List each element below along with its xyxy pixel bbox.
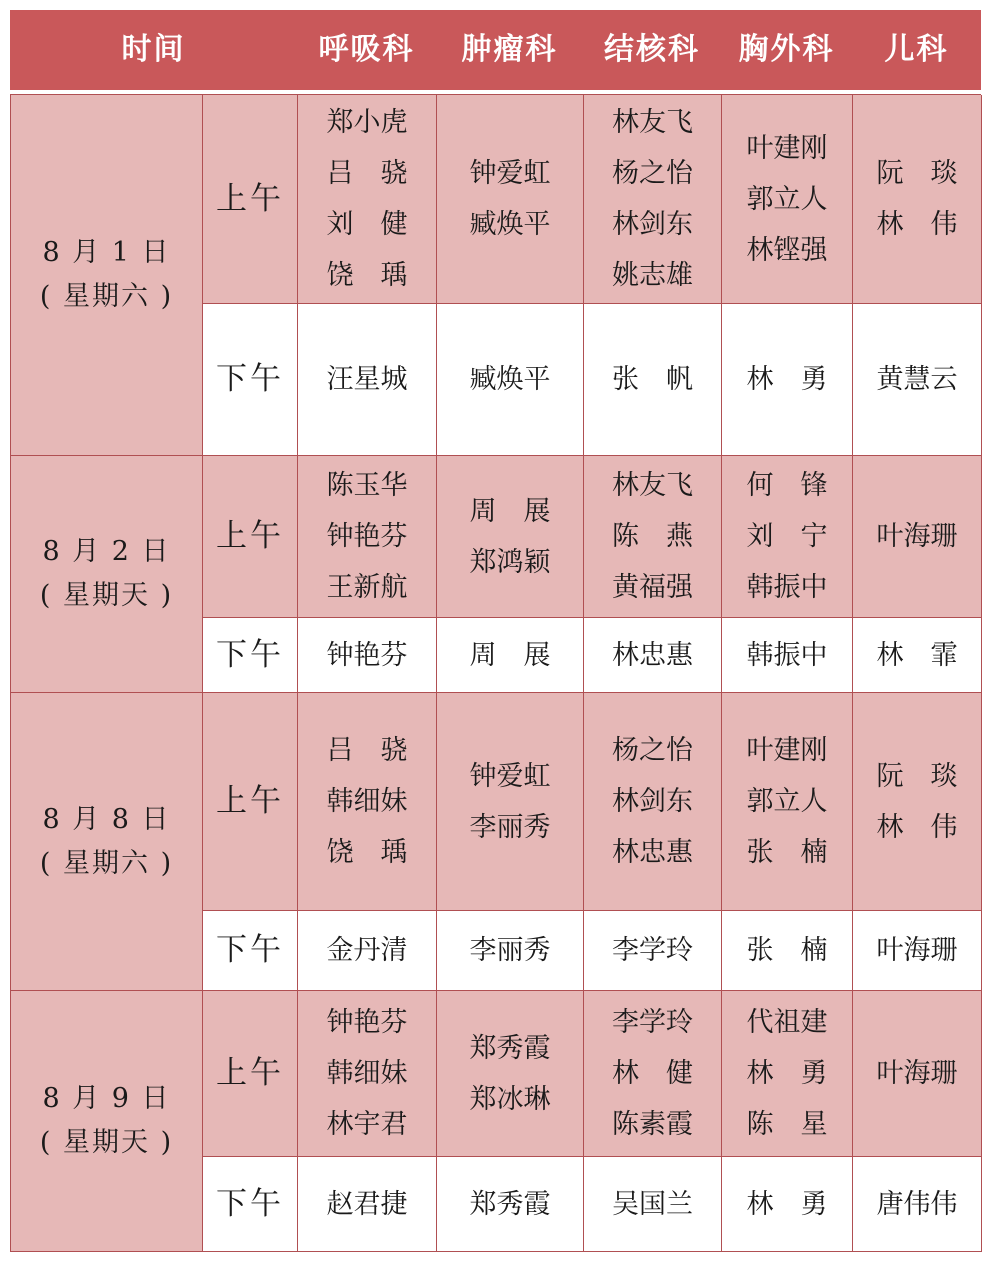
doctor-name: 叶海珊 (876, 521, 958, 552)
doctor-name: 郑秀霞 (469, 1188, 551, 1220)
doctor-name: 林 健 (612, 1058, 693, 1089)
cell-oncology-pm (437, 1157, 584, 1252)
doctor-name: 韩细妹 (326, 786, 408, 817)
doctor-name: 林 伟 (876, 811, 958, 843)
header-thoracic-surgery: 胸外科 (738, 32, 835, 67)
cell-respiratory-am (298, 456, 437, 618)
cell-tuberculosis-am (584, 991, 722, 1157)
doctor-name: 阮 琰 (876, 158, 958, 189)
doctor-name: 林忠惠 (612, 639, 693, 671)
doctor-name: 刘 健 (326, 209, 408, 240)
doctor-name: 阮 琰 (876, 760, 958, 792)
date-label: 8 月 9 日 (42, 1083, 171, 1114)
doctor-name: 张 楠 (746, 837, 828, 868)
doctor-name: 钟艳芬 (326, 521, 408, 552)
doctor-name: 钟爱虹 (469, 760, 551, 792)
cell-tuberculosis-am (584, 693, 722, 911)
cell-respiratory-pm (298, 618, 437, 693)
cell-oncology-pm (437, 911, 584, 991)
period-afternoon: 下午 (203, 304, 298, 456)
cell-respiratory-pm (298, 1157, 437, 1252)
doctor-name: 郑秀霞 (469, 1032, 551, 1064)
cell-respiratory-am (298, 95, 437, 304)
doctor-name: 林宇君 (326, 1109, 408, 1140)
doctor-name: 姚志雄 (612, 260, 693, 291)
cell-tuberculosis-am (584, 95, 722, 304)
doctor-name: 吴国兰 (612, 1188, 693, 1220)
doctor-name: 叶建刚 (746, 132, 828, 164)
doctor-name: 吕 骁 (326, 158, 408, 189)
doctor-name: 林 勇 (746, 1188, 828, 1220)
period-morning: 上午 (203, 456, 298, 618)
doctor-name: 金丹清 (326, 935, 408, 966)
doctor-name: 代祖建 (746, 1007, 828, 1038)
doctor-name: 林剑东 (612, 209, 693, 240)
doctor-name: 郭立人 (746, 786, 828, 817)
doctor-name: 王新航 (326, 572, 408, 603)
cell-thoracic-surgery-am (722, 991, 853, 1157)
doctor-name: 刘 宁 (746, 521, 828, 552)
doctor-name: 李学玲 (612, 1007, 693, 1038)
cell-pediatrics-pm (853, 911, 982, 991)
schedule-grid (10, 94, 981, 1252)
doctor-name: 郑鸿颖 (469, 546, 551, 578)
doctor-name: 叶海珊 (876, 935, 958, 966)
doctor-name: 叶海珊 (876, 1058, 958, 1089)
cell-oncology-am (437, 456, 584, 618)
cell-oncology-am (437, 991, 584, 1157)
cell-oncology-pm (437, 618, 584, 693)
cell-tuberculosis-pm (584, 304, 722, 456)
date-cell (11, 456, 203, 693)
doctor-name: 吕 骁 (326, 735, 408, 766)
doctor-name: 林铿强 (746, 234, 828, 266)
cell-pediatrics-pm (853, 304, 982, 456)
doctor-name: 唐伟伟 (876, 1188, 958, 1220)
date-label: 8 月 1 日 (42, 237, 171, 268)
doctor-name: 郑小虎 (326, 107, 408, 138)
cell-thoracic-surgery-am (722, 95, 853, 304)
doctor-name: 韩振中 (746, 572, 828, 603)
doctor-name: 饶 瑀 (326, 837, 408, 868)
cell-respiratory-am (298, 693, 437, 911)
doctor-name: 林友飞 (612, 470, 693, 501)
header-tuberculosis: 结核科 (604, 32, 700, 67)
doctor-name: 林忠惠 (612, 837, 693, 868)
cell-tuberculosis-am (584, 456, 722, 618)
doctor-name: 何 锋 (746, 470, 828, 501)
doctor-name: 张 帆 (612, 364, 693, 395)
cell-pediatrics-am (853, 95, 982, 304)
doctor-name: 韩振中 (746, 639, 828, 671)
doctor-name: 周 展 (469, 639, 551, 671)
doctor-name: 陈素霞 (612, 1109, 693, 1140)
table-header (10, 10, 981, 90)
doctor-name: 陈 燕 (612, 521, 693, 552)
cell-thoracic-surgery-am (722, 693, 853, 911)
period-morning: 上午 (203, 991, 298, 1157)
cell-respiratory-pm (298, 911, 437, 991)
header-oncology: 肿瘤科 (461, 32, 558, 67)
cell-thoracic-surgery-pm (722, 911, 853, 991)
cell-pediatrics-pm (853, 1157, 982, 1252)
weekday-label: ( 星期天 ) (39, 1127, 174, 1158)
cell-pediatrics-am (853, 991, 982, 1157)
doctor-name: 钟爱虹 (469, 158, 551, 189)
doctor-name: 林 勇 (746, 1058, 828, 1089)
doctor-name: 郭立人 (746, 183, 828, 215)
header-respiratory: 呼吸科 (318, 32, 415, 67)
doctor-name: 杨之怡 (612, 158, 693, 189)
cell-tuberculosis-pm (584, 618, 722, 693)
date-cell (11, 693, 203, 991)
weekday-label: ( 星期六 ) (39, 847, 174, 879)
doctor-name: 林 勇 (746, 364, 828, 395)
doctor-name: 张 楠 (746, 935, 828, 966)
header-pediatrics: 儿科 (884, 32, 949, 67)
doctor-name: 陈 星 (746, 1109, 828, 1140)
cell-oncology-am (437, 95, 584, 304)
cell-respiratory-am (298, 991, 437, 1157)
duty-schedule-table (10, 10, 981, 1252)
doctor-name: 林友飞 (612, 107, 693, 138)
doctor-name: 林 霏 (876, 639, 958, 671)
date-label: 8 月 8 日 (42, 803, 171, 835)
doctor-name: 臧焕平 (469, 364, 551, 395)
header-time: 时间 (121, 32, 186, 67)
period-morning: 上午 (203, 95, 298, 304)
cell-pediatrics-am (853, 693, 982, 911)
date-cell (11, 95, 203, 456)
doctor-name: 黄慧云 (876, 364, 958, 395)
period-afternoon: 下午 (203, 1157, 298, 1252)
cell-pediatrics-pm (853, 618, 982, 693)
doctor-name: 钟艳芬 (326, 639, 408, 671)
doctor-name: 杨之怡 (612, 735, 693, 766)
doctor-name: 钟艳芬 (326, 1007, 408, 1038)
cell-thoracic-surgery-am (722, 456, 853, 618)
doctor-name: 郑冰琳 (469, 1083, 551, 1115)
doctor-name: 陈玉华 (326, 470, 408, 501)
weekday-label: ( 星期六 ) (39, 281, 174, 312)
doctor-name: 叶建刚 (746, 735, 828, 766)
cell-tuberculosis-pm (584, 911, 722, 991)
doctor-name: 黄福强 (612, 572, 693, 603)
cell-oncology-pm (437, 304, 584, 456)
cell-respiratory-pm (298, 304, 437, 456)
weekday-label: ( 星期天 ) (39, 580, 174, 611)
period-afternoon: 下午 (203, 618, 298, 693)
doctor-name: 汪星城 (326, 364, 408, 395)
doctor-name: 李学玲 (612, 935, 693, 966)
doctor-name: 臧焕平 (469, 209, 551, 240)
cell-tuberculosis-pm (584, 1157, 722, 1252)
doctor-name: 饶 瑀 (326, 260, 408, 291)
period-morning: 上午 (203, 693, 298, 911)
period-afternoon: 下午 (203, 911, 298, 991)
cell-thoracic-surgery-pm (722, 618, 853, 693)
cell-pediatrics-am (853, 456, 982, 618)
doctor-name: 韩细妹 (326, 1058, 408, 1089)
date-cell (11, 991, 203, 1252)
cell-thoracic-surgery-pm (722, 1157, 853, 1252)
cell-oncology-am (437, 693, 584, 911)
cell-thoracic-surgery-pm (722, 304, 853, 456)
doctor-name: 李丽秀 (469, 935, 551, 966)
doctor-name: 林 伟 (876, 209, 958, 240)
doctor-name: 李丽秀 (469, 811, 551, 843)
doctor-name: 林剑东 (612, 786, 693, 817)
date-label: 8 月 2 日 (42, 536, 171, 567)
doctor-name: 周 展 (469, 495, 551, 527)
doctor-name: 赵君捷 (326, 1188, 408, 1220)
